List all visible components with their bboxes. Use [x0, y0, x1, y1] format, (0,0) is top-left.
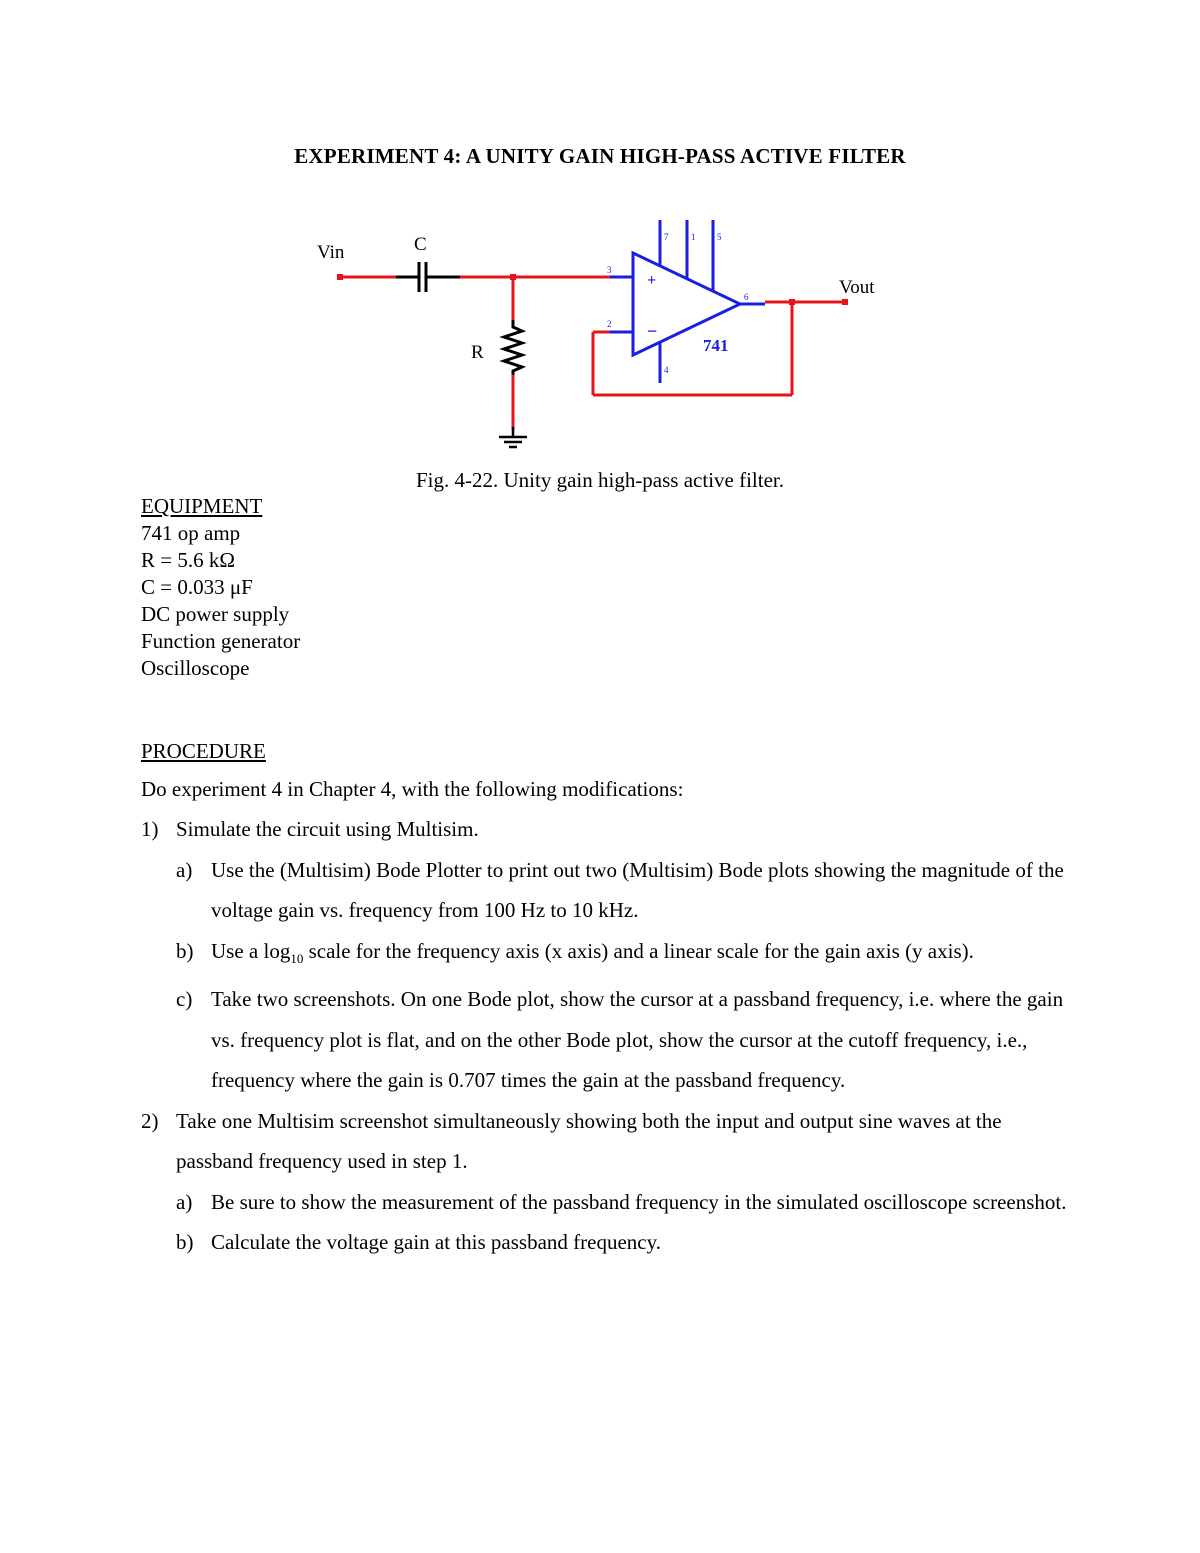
step-number: 1) [141, 817, 159, 841]
opamp-symbol [610, 220, 765, 383]
equipment-item: C = 0.033 μF [141, 575, 253, 599]
step-text: Simulate the circuit using Multisim. [176, 817, 479, 841]
substep-letter: a) [176, 857, 193, 882]
ground-symbol [499, 427, 527, 447]
pin-6-label: 6 [744, 292, 749, 302]
substep-letter: c) [176, 987, 193, 1012]
step-number: 2) [141, 1108, 159, 1133]
substep-text: Take two screenshots. On one Bode plot, show the cursor at a passband frequency, i.e. where the gain vs. frequency plot is flat, and on the other Bode plot, show the cursor at the cutoff frequency, i.e., frequency where the gain is 0.707 times the gain at the passband frequency. [211, 987, 1064, 1093]
procedure-step-2 [141, 1101, 1071, 1182]
procedure-step-1c [141, 979, 1071, 1101]
substep-text-post: scale for the frequency axis (x axis) and a linear scale for the gain axis (y axis). [303, 938, 974, 963]
substep-letter: b) [176, 1230, 194, 1255]
resistor-label: R [471, 342, 484, 363]
junction-node [510, 274, 516, 280]
pin-5-label: 5 [717, 232, 722, 242]
page-title: EXPERIMENT 4: A UNITY GAIN HIGH-PASS ACTIVE FILTER [294, 144, 906, 168]
capacitor-symbol [396, 262, 460, 292]
junction-node [789, 299, 795, 305]
procedure-step-1 [141, 809, 1071, 850]
substep-text: Use the (Multisim) Bode Plotter to print out two (Multisim) Bode plots showing the magnitude of the voltage gain vs. frequency from 100 Hz to 10 kHz. [211, 857, 1064, 922]
opamp-label: 741 [703, 336, 729, 355]
pin-1-label: 1 [691, 232, 696, 242]
procedure-intro: Do experiment 4 in Chapter 4, with the following modifications: [141, 777, 684, 801]
procedure-step-2a [141, 1182, 1071, 1223]
resistor-symbol [504, 320, 522, 375]
vout-label: Vout [839, 277, 875, 298]
inverting-sign: − [647, 321, 658, 341]
step-text: Take one Multisim screenshot simultaneously showing both the input and output sine waves at the passband frequency used in step 1. [176, 1108, 1002, 1174]
noninverting-sign: + [647, 272, 657, 289]
vin-label: Vin [317, 242, 345, 263]
vin-terminal [337, 274, 343, 280]
procedure-step-1b [141, 931, 1071, 980]
pin-3-label: 3 [607, 265, 612, 275]
equipment-heading: EQUIPMENT [141, 494, 263, 518]
equipment-item: R = 5.6 kΩ [141, 548, 235, 572]
circuit-schematic [300, 215, 920, 455]
procedure-section [141, 736, 1071, 1263]
log-subscript: 10 [290, 950, 304, 966]
circuit-wires [340, 277, 845, 430]
equipment-item: 741 op amp [141, 521, 241, 545]
equipment-item: Function generator [141, 629, 301, 653]
procedure-heading: PROCEDURE [141, 739, 266, 763]
substep-text: Be sure to show the measurement of the passband frequency in the simulated oscilloscope screenshot. [211, 1189, 1067, 1214]
procedure-step-2b [141, 1222, 1071, 1263]
pin-2-label: 2 [607, 319, 612, 329]
figure-caption: Fig. 4-22. Unity gain high-pass active filter. [415, 468, 785, 492]
equipment-item: DC power supply [141, 602, 290, 626]
substep-letter: b) [176, 938, 194, 963]
substep-text-pre: Use a log [211, 938, 291, 963]
substep-letter: a) [176, 1189, 193, 1214]
pin-7-label: 7 [664, 232, 669, 242]
procedure-step-1a [141, 850, 1071, 931]
equipment-item: Oscilloscope [141, 656, 250, 680]
equipment-section [141, 493, 300, 682]
substep-text: Calculate the voltage gain at this passband frequency. [211, 1230, 661, 1255]
pin-4-label: 4 [664, 365, 669, 375]
capacitor-label: C [414, 234, 427, 255]
vout-terminal [842, 299, 848, 305]
